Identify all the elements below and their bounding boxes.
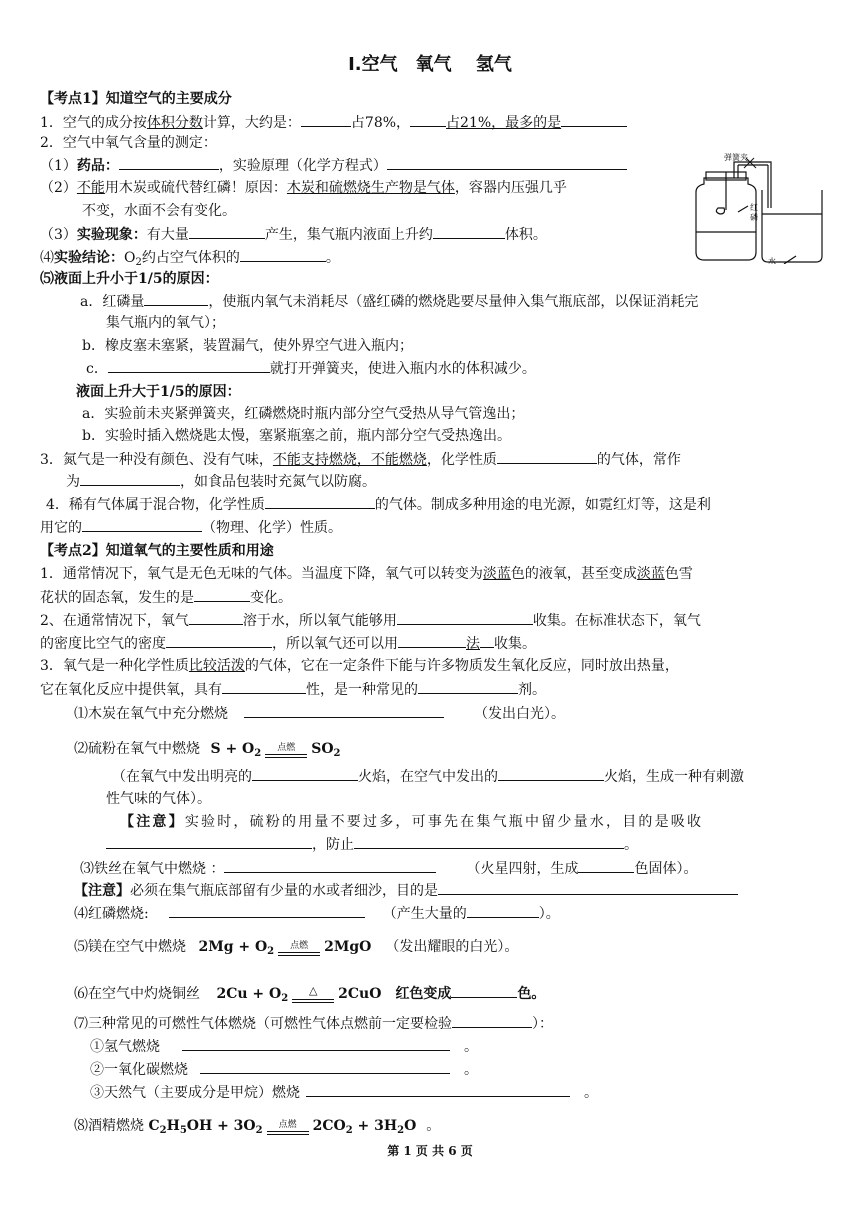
k1-line-11: b．橡皮塞未塞紧，装置漏气，使外界空气进入瓶内；	[82, 338, 413, 354]
reaction-magnesium: ⑸镁在空气中燃烧 $2Mg + O_2$ 点燃 2MgO （发出耀眼的白光）。	[74, 938, 518, 961]
reaction-copper: ⑹在空气中灼烧铜丝 $2Cu + O_2$ △ 2CuO 红色变成 色。	[74, 984, 545, 1008]
reaction-hydrogen: ①氢气燃烧 。	[90, 1039, 478, 1055]
reaction-co: ②一氧化碳燃烧 。	[90, 1062, 478, 1078]
k1-line-7: ⑷实验结论：$O_2$约占空气体积的 。	[40, 250, 340, 268]
equals-sign-ignite: 点燃	[263, 745, 309, 763]
k1-line-19: 用它的 （物理、化学）性质。	[40, 520, 342, 536]
k2-line-1: 1．通常情况下，氧气是无色无味的气体。当温度下降，氧气可以转变为淡蓝色的液氧，甚至变成淡蓝色雪	[40, 566, 693, 582]
sulfur-note-1: （在氧气中发出明亮的 火焰，在空气中发出的 火焰，生成一种有刺激	[112, 769, 744, 785]
section-heading-2: 【考点2】知道氧气的主要性质和用途	[40, 543, 274, 559]
k1-line-2: 2．空气中氧气含量的测定：	[40, 135, 217, 151]
reaction-phosphorus: ⑷红磷燃烧: （产生大量的 ）。	[74, 906, 560, 922]
label-phosphorus-1: 红	[750, 203, 758, 212]
sulfur-note-4: ，防止 。	[106, 835, 638, 854]
k1-line-8: ⑸液面上升小于1/5的原因：	[40, 271, 219, 287]
reaction-methane: ③天然气（主要成分是甲烷）燃烧 。	[90, 1085, 598, 1101]
k1-line-13: 液面上升大于1/5的原因：	[76, 384, 241, 400]
k2-line-2: 花状的固态氧，发生的是 变化。	[40, 590, 292, 606]
k1-line-6: （3）实验现象：有大量 产生，集气瓶内液面上升约 体积。	[40, 227, 547, 243]
sulfur-note-2: 性气味的气体）。	[106, 791, 211, 807]
k1-line-3: （1）药品： ，实验原理（化学方程式）	[40, 156, 627, 175]
page-title: Ⅰ.空气 氧气 氢气	[348, 54, 512, 75]
label-spring-clip: 弹簧夹	[724, 153, 748, 162]
k1-line-17: 为 ，如食品包装时充氮气以防腐。	[66, 474, 376, 490]
k1-line-9: a．红磷量 ，使瓶内氧气未消耗尽（盛红磷的燃烧匙要尽量伸入集气瓶底部，以保证消耗完	[80, 294, 699, 310]
k1-line-4: （2）不能用木炭或硫代替红磷！原因：木炭和硫燃烧生产物是气体，容器内压强几乎	[40, 180, 567, 196]
k1-line-12: c． 就打开弹簧夹，使进入瓶内水的体积减少。	[86, 361, 536, 377]
page-footer: 第 1 页 共 6 页	[387, 1144, 473, 1158]
section-heading-1: 【考点1】知道空气的主要成分	[40, 91, 232, 107]
equals-sign-ignite: 点燃	[265, 1122, 311, 1140]
k1-line-16: 3．氮气是一种没有颜色、没有气味，不能支持燃烧，不能燃烧，化学性质 的气体，常作	[40, 452, 681, 468]
iron-note: 【注意】必须在集气瓶底部留有少量的水或者细沙，目的是	[74, 881, 738, 900]
k2-line-5: 3．氧气是一种化学性质比较活泼的气体，它在一定条件下能与许多物质发生氧化反应，同时放出热量，	[40, 658, 679, 674]
k1-line-10: 集气瓶内的氧气）；	[106, 315, 225, 331]
k1-line-5: 不变，水面不会有变化。	[82, 203, 236, 219]
reaction-iron: ⑶铁丝在氧气中燃烧 ： （火星四射，生成 色固体）。	[80, 861, 698, 877]
k1-line-1: 1．空气的成分按体积分数计算，大约是： 占78%， 占21%，最多的是	[40, 113, 627, 132]
equals-sign-ignite: 点燃	[276, 943, 322, 961]
reaction-sulfur: ⑵硫粉在氧气中燃烧 $S + O_2$ 点燃 $SO_2$	[74, 740, 341, 763]
sulfur-note-3: 【注意】实验时，硫粉的用量不要过多，可事先在集气瓶中留少量水，目的是吸收	[120, 814, 704, 830]
k1-line-15: b．实验时插入燃烧匙太慢，塞紧瓶塞之前，瓶内部分空气受热逸出。	[82, 428, 511, 444]
reaction-gases-intro: ⑺三种常见的可燃性气体燃烧（可燃性气体点燃前一定要检验 ）：	[74, 1016, 553, 1032]
k2-line-6: 它在氧化反应中提供氧，具有 性，是一种常见的 剂。	[40, 682, 546, 698]
k1-line-18: 4．稀有气体属于混合物，化学性质 的气体。制成多种用途的电光源，如霓红灯等，这是利	[46, 497, 711, 513]
k2-line-3: 2、在通常情况下，氧气 溶于水，所以氧气能够用 收集。在标准状态下，氧气	[40, 613, 701, 629]
apparatus-figure	[676, 152, 826, 264]
label-water: 水	[768, 257, 776, 264]
reaction-charcoal: ⑴木炭在氧气中充分燃烧 （发出白光）。	[74, 706, 565, 722]
label-phosphorus-2: 磷	[750, 213, 758, 222]
k1-line-14: a．实验前未夹紧弹簧夹，红磷燃烧时瓶内部分空气受热从导气管逸出；	[82, 406, 525, 422]
equals-sign-heat: △	[290, 990, 336, 1008]
k2-line-4: 的密度比空气的密度 ，所以氧气还可以用 法 收集。	[40, 636, 536, 652]
reaction-ethanol: ⑻酒精燃烧 $C_2H_5OH + 3O_2$ 点燃 $2CO_2 + 3H_2O$ 。	[74, 1117, 440, 1140]
